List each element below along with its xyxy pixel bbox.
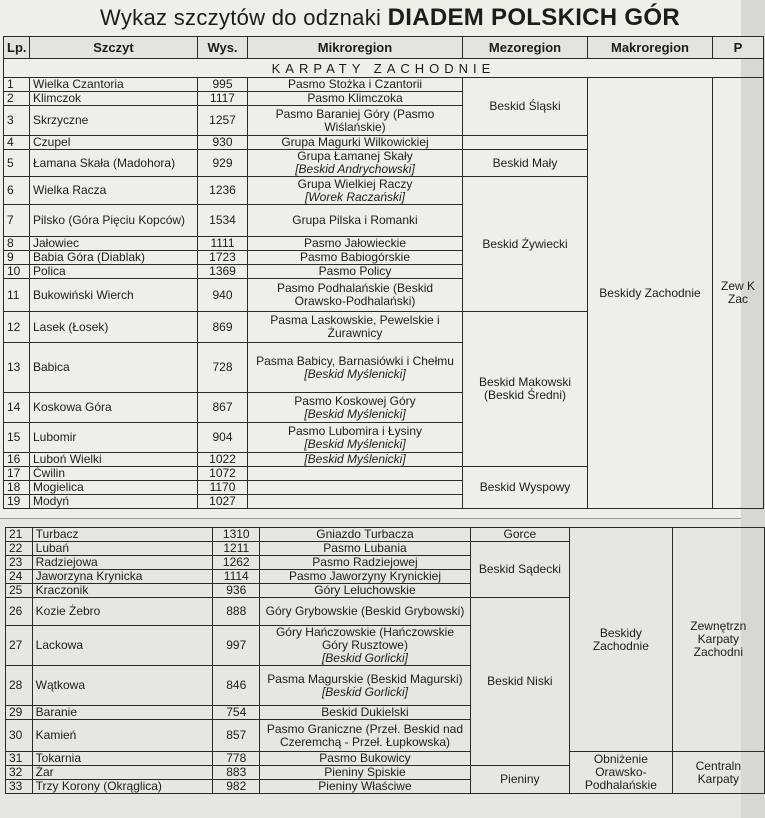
peaks-table-bottom	[5, 527, 765, 794]
mezoregion-cell: Gorce	[470, 528, 569, 542]
header-lp: Lp.	[4, 37, 30, 59]
table-row	[6, 528, 765, 542]
lp-cell: 7	[4, 205, 30, 237]
mezoregion-cell: Beskid Śląski	[463, 78, 588, 136]
lp-cell: 15	[4, 423, 30, 453]
lp-cell: 12	[4, 312, 30, 343]
mikroregion-cell	[260, 706, 470, 720]
mikroregion-text: Pasmo Baraniej Góry (Pasmo Wiślańskie)	[275, 106, 435, 134]
mezoregion-cell: Beskid Wyspowy	[463, 467, 588, 509]
mikroregion-cell	[260, 542, 470, 556]
height-cell: 1072	[198, 467, 248, 481]
mikroregion-text: Grupa Pilska i Romanki	[292, 213, 418, 227]
mikroregion-cell	[248, 150, 463, 177]
mezoregion-cell: Beskid Żywiecki	[463, 177, 588, 312]
lp-cell: 23	[6, 556, 33, 570]
mikroregion-text: Beskid Dukielski	[321, 705, 409, 719]
height-cell: 1117	[198, 92, 248, 106]
peak-name-cell: Wątkowa	[32, 666, 213, 706]
lp-cell: 6	[4, 177, 30, 205]
mikroregion-cell	[260, 752, 470, 766]
peak-name-cell: Łamana Skała (Madohora)	[30, 150, 198, 177]
mikroregion-text: Pasmo Jałowieckie	[303, 236, 407, 250]
height-cell: 997	[213, 626, 260, 666]
mikroregion-text: Pieniny Właściwe	[318, 779, 412, 793]
lp-cell: 4	[4, 136, 30, 150]
lp-cell: 29	[6, 706, 33, 720]
height-cell: 1257	[198, 106, 248, 136]
mezoregion-cell: Beskid Niski	[470, 598, 569, 766]
mikroregion-subtext: [Beskid Gorlicki]	[321, 684, 408, 699]
lp-cell: 27	[6, 626, 33, 666]
peak-name-cell: Żar	[32, 766, 213, 780]
mikroregion-cell	[248, 106, 463, 136]
mikroregion-text: Pasmo Policy	[318, 264, 392, 278]
mikroregion-cell	[260, 528, 470, 542]
height-cell: 929	[198, 150, 248, 177]
mikroregion-cell	[260, 766, 470, 780]
height-cell: 1262	[213, 556, 260, 570]
mikroregion-cell	[248, 423, 463, 453]
peak-name-cell: Babia Góra (Diablak)	[30, 251, 198, 265]
mikroregion-cell	[248, 92, 463, 106]
lp-cell: 21	[6, 528, 33, 542]
mikroregion-cell	[248, 177, 463, 205]
peak-name-cell: Wielka Czantoria	[30, 78, 198, 92]
peak-name-cell: Mogielica	[30, 481, 198, 495]
lp-cell: 16	[4, 453, 30, 467]
mikroregion-cell	[248, 205, 463, 237]
lp-cell: 11	[4, 279, 30, 312]
peak-name-cell: Tokarnia	[32, 752, 213, 766]
lp-cell: 5	[4, 150, 30, 177]
mikroregion-text: Pasma Babicy, Barnasiówki i Chełmu	[256, 353, 454, 368]
mikroregion-cell	[248, 136, 463, 150]
peak-name-cell: Lasek (Łosek)	[30, 312, 198, 343]
makroregion-cell: Beskidy Zachodnie	[570, 528, 673, 752]
lp-cell: 22	[6, 542, 33, 556]
peak-name-cell: Wielka Racza	[30, 177, 198, 205]
height-cell: 846	[213, 666, 260, 706]
peak-name-cell: Polica	[30, 265, 198, 279]
mikroregion-text: Pasmo Lubomira i Łysiny	[287, 423, 423, 438]
height-cell: 728	[198, 343, 248, 393]
lp-cell: 24	[6, 570, 33, 584]
height-cell: 888	[213, 598, 260, 626]
mikroregion-text: Pasmo Jaworzyny Krynickiej	[288, 569, 441, 583]
mikroregion-text: Pasma Magurskie (Beskid Magurski)	[267, 671, 463, 686]
mikroregion-text: Grupa Magurki Wilkowickiej	[281, 135, 429, 149]
mikroregion-cell	[248, 251, 463, 265]
height-cell: 1369	[198, 265, 248, 279]
peak-name-cell: Pilsko (Góra Pięciu Kopców)	[30, 205, 198, 237]
mikroregion-subtext: [Beskid Myślenicki]	[304, 406, 406, 421]
mikroregion-cell	[260, 598, 470, 626]
lp-cell: 28	[6, 666, 33, 706]
lp-cell: 14	[4, 393, 30, 423]
mikroregion-text: Gniazdo Turbacza	[316, 527, 414, 541]
peak-name-cell: Koskowa Góra	[30, 393, 198, 423]
height-cell: 1236	[198, 177, 248, 205]
mikroregion-subtext: [Beskid Myślenicki]	[304, 452, 406, 466]
peak-name-cell: Kraczonik	[32, 584, 213, 598]
lp-cell: 30	[6, 720, 33, 752]
mikroregion-cell	[248, 237, 463, 251]
peak-name-cell: Kozie Żebro	[32, 598, 213, 626]
peak-name-cell: Jałowiec	[30, 237, 198, 251]
mikroregion-cell	[248, 78, 463, 92]
mezoregion-cell: Beskid Mały	[463, 150, 588, 177]
mikroregion-text: Góry Grybowskie (Beskid Grybowski)	[265, 604, 465, 618]
height-cell: 1211	[213, 542, 260, 556]
mikroregion-cell	[260, 780, 470, 794]
title-normal: Wykaz szczytów do odznaki	[100, 5, 388, 30]
title-bold: DIADEM POLSKICH GÓR	[387, 4, 680, 31]
podprowincja-cell: Centraln Karpaty	[672, 752, 764, 794]
height-cell: 1022	[198, 453, 248, 467]
lp-cell: 33	[6, 780, 33, 794]
mikroregion-cell	[260, 556, 470, 570]
mikroregion-text: Pasmo Klimczoka	[307, 91, 403, 105]
mezoregion-cell: Pieniny	[470, 766, 569, 794]
height-cell: 936	[213, 584, 260, 598]
lp-cell: 18	[4, 481, 30, 495]
height-cell: 1534	[198, 205, 248, 237]
podprowincja-cell: Zewnętrzn Karpaty Zachodni	[672, 528, 764, 752]
peaks-table-top	[3, 36, 764, 509]
mikroregion-text: Pasmo Lubania	[323, 541, 407, 555]
table-row	[4, 78, 764, 92]
lp-cell: 26	[6, 598, 33, 626]
peak-name-cell: Czupel	[30, 136, 198, 150]
mikroregion-cell	[248, 343, 463, 393]
height-cell: 940	[198, 279, 248, 312]
peak-name-cell: Lubomir	[30, 423, 198, 453]
peak-name-cell: Turbacz	[32, 528, 213, 542]
lp-cell: 8	[4, 237, 30, 251]
peak-name-cell: Ćwilin	[30, 467, 198, 481]
height-cell: 857	[213, 720, 260, 752]
peak-name-cell: Luboń Wielki	[30, 453, 198, 467]
peak-name-cell: Trzy Korony (Okrąglica)	[32, 780, 213, 794]
mikroregion-text: Pasmo Radziejowej	[312, 555, 418, 569]
mikroregion-cell	[260, 666, 470, 706]
mikroregion-text: Pasmo Babiogórskie	[299, 250, 411, 264]
table-row	[6, 752, 765, 766]
lp-cell: 1	[4, 78, 30, 92]
peak-name-cell: Babica	[30, 343, 198, 393]
height-cell: 883	[213, 766, 260, 780]
page-title	[100, 4, 740, 32]
lp-cell: 31	[6, 752, 33, 766]
header-wys: Wys.	[198, 37, 248, 59]
mikroregion-cell	[248, 453, 463, 467]
height-cell: 1027	[198, 495, 248, 509]
mikroregion-cell	[248, 393, 463, 423]
height-cell: 904	[198, 423, 248, 453]
mikroregion-cell	[248, 481, 463, 495]
mikroregion-cell	[248, 467, 463, 481]
mikroregion-text: Pasmo Stożka i Czantorii	[287, 77, 423, 91]
peak-name-cell: Kamień	[32, 720, 213, 752]
lp-cell: 9	[4, 251, 30, 265]
podprowincja-cell: Zew K Zac	[713, 78, 764, 509]
mikroregion-text: Grupa Łamanej Skały	[297, 149, 413, 163]
height-cell: 754	[213, 706, 260, 720]
mikroregion-cell	[248, 312, 463, 343]
height-cell: 1723	[198, 251, 248, 265]
header-szczyt: Szczyt	[30, 37, 198, 59]
header-pod: P	[713, 37, 764, 59]
region-band: KARPATY ZACHODNIE	[4, 59, 764, 78]
height-cell: 1114	[213, 570, 260, 584]
lp-cell: 25	[6, 584, 33, 598]
mikroregion-text: Pasma Laskowskie, Pewelskie i Żurawnicy	[270, 313, 440, 340]
header-mezo: Mezoregion	[463, 37, 588, 59]
height-cell: 995	[198, 78, 248, 92]
peak-name-cell: Lackowa	[32, 626, 213, 666]
peak-name-cell: Skrzyczne	[30, 106, 198, 136]
lp-cell: 19	[4, 495, 30, 509]
mikroregion-text: Pasmo Koskowej Góry	[294, 393, 416, 408]
lp-cell: 32	[6, 766, 33, 780]
peak-name-cell: Klimczok	[30, 92, 198, 106]
height-cell: 1170	[198, 481, 248, 495]
mikroregion-text: Pieniny Spiskie	[324, 765, 406, 779]
peak-name-cell: Radziejowa	[32, 556, 213, 570]
mikroregion-text: Pasmo Graniczne (Przeł. Beskid nad Czeremchą - Przeł. Łupkowska)	[266, 721, 464, 749]
header-row	[4, 37, 764, 59]
peak-name-cell: Lubań	[32, 542, 213, 556]
mikroregion-cell	[248, 495, 463, 509]
height-cell: 1310	[213, 528, 260, 542]
mikroregion-text: Pasmo Bukowicy	[319, 751, 411, 765]
peak-name-cell: Bukowiński Wierch	[30, 279, 198, 312]
makroregion-cell: Beskidy Zachodnie	[588, 78, 713, 509]
height-cell: 869	[198, 312, 248, 343]
mikroregion-cell	[248, 279, 463, 312]
header-mikro: Mikroregion	[248, 37, 463, 59]
mikroregion-subtext: [Beskid Myślenicki]	[304, 436, 406, 451]
mezoregion-cell: Beskid Sądecki	[470, 542, 569, 598]
makroregion-cell: Obniżenie Orawsko-Podhalańskie	[570, 752, 673, 794]
height-cell: 867	[198, 393, 248, 423]
mikroregion-cell	[248, 265, 463, 279]
mikroregion-text: Pasmo Podhalańskie (Beskid Orawsko-Podhalański)	[276, 281, 434, 308]
lp-cell: 3	[4, 106, 30, 136]
header-makro: Makroregion	[588, 37, 713, 59]
lower-page	[0, 518, 747, 818]
mikroregion-cell	[260, 626, 470, 666]
peak-name-cell: Baranie	[32, 706, 213, 720]
mikroregion-subtext: [Beskid Gorlicki]	[321, 651, 408, 665]
lp-cell: 17	[4, 467, 30, 481]
height-cell: 778	[213, 752, 260, 766]
lp-cell: 2	[4, 92, 30, 106]
mikroregion-subtext: [Beskid Myślenicki]	[304, 366, 406, 381]
mezoregion-cell: Beskid Makowski (Beskid Średni)	[463, 312, 588, 467]
region-band-row	[4, 59, 764, 78]
peak-name-cell: Jaworzyna Krynicka	[32, 570, 213, 584]
height-cell: 1111	[198, 237, 248, 251]
mikroregion-cell	[260, 720, 470, 752]
lp-cell: 10	[4, 265, 30, 279]
mikroregion-text: Grupa Wielkiej Raczy	[297, 176, 413, 191]
mikroregion-subtext: [Beskid Andrychowski]	[295, 162, 415, 176]
lp-cell: 13	[4, 343, 30, 393]
mikroregion-cell	[260, 584, 470, 598]
mikroregion-text: Góry Leluchowskie	[314, 583, 416, 597]
peak-name-cell: Modyń	[30, 495, 198, 509]
height-cell: 982	[213, 780, 260, 794]
mikroregion-text: Góry Hańczowskie (Hańczowskie Góry Rusztowe)	[275, 625, 454, 652]
mikroregion-cell	[260, 570, 470, 584]
height-cell: 930	[198, 136, 248, 150]
mikroregion-subtext: [Worek Raczański]	[304, 189, 406, 204]
